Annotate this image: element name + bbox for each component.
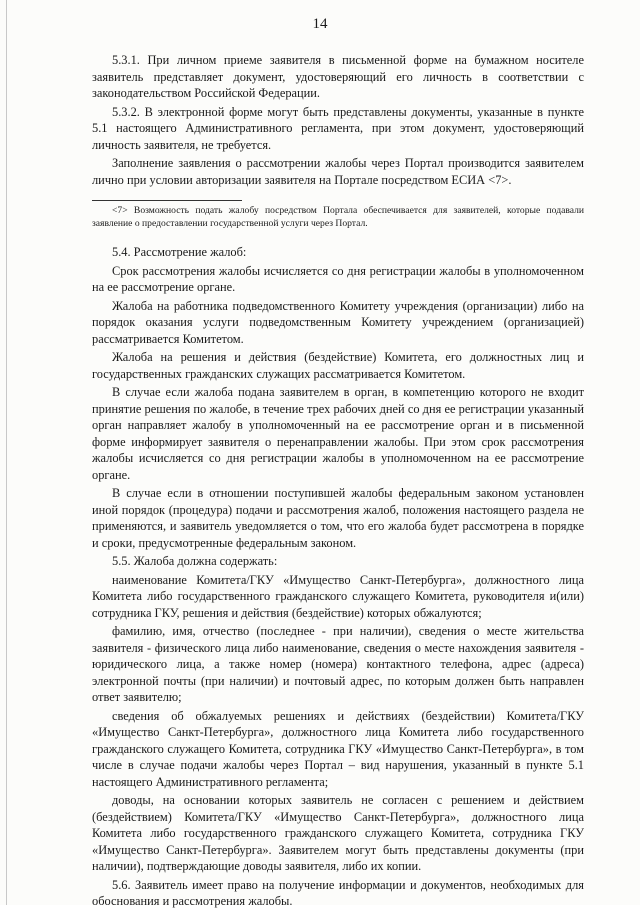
footnote-7: <7> Возможность подать жалобу посредством Портала обеспечивается для заявителей, которые подавали заявление о предоставлении государственной услуги через Портал. [92, 205, 584, 229]
paragraph-5-3-1: 5.3.1. При личном приеме заявителя в письменной форме на бумажном носителе заявитель представляет документ, удостоверяющий его личность в соответствии с законодательством Российской Федерации. [92, 53, 584, 100]
paragraph-review-term: Срок рассмотрения жалобы исчисляется со дня регистрации жалобы в уполномоченном на ее рассмотрение органе. [92, 263, 584, 294]
paragraph-portal-filing: Заполнение заявления о рассмотрении жалобы через Портал производится заявителем лично при условии авторизации заявителя на Портале посредством ЕСИА <7>. [92, 156, 584, 187]
page-content [92, 52, 584, 912]
paragraph-5-6: 5.6. Заявитель имеет право на получение информации и документов, необходимых для обоснования и рассмотрения жалобы. [92, 877, 584, 908]
paragraph-employee-complaint: Жалоба на работника подведомственного Комитету учреждения (организации) либо на порядок оказания услуги подведомственным Комитету учреждением (организацией) рассматривается Комитетом. [92, 298, 584, 346]
paragraph-committee-complaint: Жалоба на решения и действия (бездействие) Комитета, его должностных лиц и государственных гражданских служащих рассматривается Комитетом. [92, 350, 584, 381]
scan-edge-line [6, 0, 7, 905]
paragraph-5-4-heading: 5.4. Рассмотрение жалоб: [112, 245, 247, 259]
paragraph-naming: наименование Комитета/ГКУ «Имущество Санкт-Петербурга», должностного лица Комитета либо государственного гражданского служащего Комитета, руководителя и(или) сотрудника ГКУ, решения и действия (бездействие) которых обжалуются; [92, 572, 584, 620]
paragraph-arguments: доводы, на основании которых заявитель не согласен с решением и действием (бездействием) Комитета/ГКУ «Имущество Санкт-Петербурга», должностного лица Комитета либо государственного гражданского служащего Комитета, сотрудника ГКУ «Имущество Санкт-Петербурга». Заявителем могут быть представлены документы (при наличии), подтверждающие доводы заявителя, либо их копии. [92, 793, 584, 873]
page-number: 14 [312, 16, 328, 32]
paragraph-decisions: сведения об обжалуемых решениях и действиях (бездействии) Комитета/ГКУ «Имущество Санкт-Петербурга», должностного лица Комитета либо государственного гражданского служащего Комитета, сотрудника ГКУ «Имущество Санкт-Петербурга», в том числе в случае подачи жалобы через Портал – вид нарушения, указанный в пункте 5.1 настоящего Административного регламента; [92, 708, 584, 789]
footnote-separator [92, 200, 242, 201]
paragraph-redirect: В случае если жалоба подана заявителем в орган, в компетенцию которого не входит принятие решения по жалобе, в течение трех рабочих дней со дня ее регистрации указанный орган направляет жалобу в уполномоченный на ее рассмотрение орган и в письменной форме информирует заявителя о перенаправлении жалобы. При этом срок рассмотрения жалобы исчисляется со дня регистрации жалобы в уполномоченном на ее рассмотрение органе. [92, 385, 584, 482]
paragraph-5-3-2: 5.3.2. В электронной форме могут быть представлены документы, указанные в пункте 5.1 настоящего Административного регламента, при этом документ, удостоверяющий личность заявителя, не требуется. [92, 104, 584, 152]
paragraph-5-5-heading: 5.5. Жалоба должна содержать: [112, 554, 278, 568]
paragraph-federal-law: В случае если в отношении поступившей жалобы федеральным законом установлен иной порядок (процедура) подачи и рассмотрения жалоб, положения настоящего раздела не применяются, и заявитель уведомляется о том, что его жалоба будет рассмотрена в порядке и сроки, предусмотренные федеральным законом. [92, 486, 584, 550]
paragraph-applicant-details: фамилию, имя, отчество (последнее - при наличии), сведения о месте жительства заявителя - физического лица либо наименование, сведения о месте нахождения заявителя - юридического лица, а также номер (номера) контактного телефона, адрес (адреса) электронной почты (при наличии) и почтовый адрес, по которым должен быть направлен ответ заявителю; [92, 624, 584, 704]
